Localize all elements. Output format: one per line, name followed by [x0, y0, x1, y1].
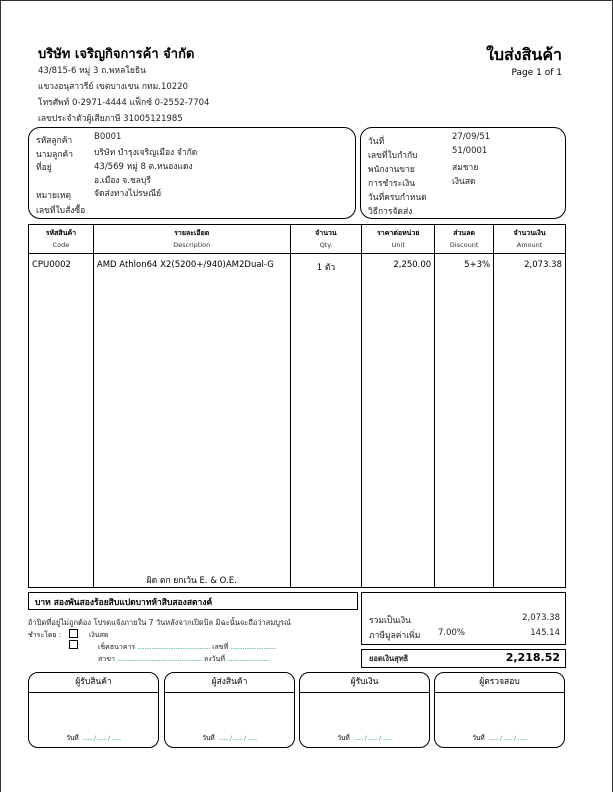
- branch-label: สาขา: [98, 655, 115, 663]
- cell-description: AMD Athlon64 X2(5200+/940)AM2Dual-G: [93, 254, 290, 275]
- customer-code-label: รหัสลูกค้า: [36, 136, 73, 146]
- page-number: Page 1 of 1: [511, 68, 562, 78]
- order-payment-row: [368, 176, 476, 190]
- company-tax-id: เลขประจำตัวผู้เสียภาษี 31005121985: [38, 114, 183, 124]
- cheque-no-field[interactable]: ..........................: [230, 643, 276, 651]
- cheque-checkbox[interactable]: [69, 640, 78, 649]
- customer-remark: จัดส่งทางไปรษณีย์: [94, 189, 162, 199]
- customer-po-label: เลขที่ใบสั่งซื้อ: [36, 206, 86, 216]
- company-address-line2: แขวงอนุสาวรีย์ เขตบางเขน กทม.10220: [38, 82, 188, 92]
- customer-code: B0001: [94, 132, 122, 142]
- order-date-row: [368, 132, 491, 148]
- cell-code: CPU0002: [29, 254, 94, 275]
- customer-name-row: [36, 147, 198, 161]
- vat-label: ภาษีมูลค่าเพิ่ม: [369, 631, 421, 641]
- signature-date-label: วันที่: [337, 734, 350, 742]
- order-date-label: วันที่: [368, 137, 385, 147]
- cell-unit-price: 2,250.00: [362, 254, 435, 275]
- col-header-qty: จำนวน Qty.: [290, 225, 362, 254]
- branch-line: [98, 654, 269, 665]
- signature-title: ผู้ตรวจสอบ: [435, 673, 564, 693]
- customer-address-line1: 43/569 หมู่ 8 ต.หนองแดง: [94, 162, 193, 172]
- vat-value: 145.14: [530, 628, 560, 638]
- table-filler-row: [29, 274, 566, 588]
- order-docno-row: [368, 146, 488, 162]
- cell-discount: 5+3%: [435, 254, 494, 275]
- company-phone: โทรศัพท์ 0-2971-4444 แฟ็กซ์ 0-2552-7704: [38, 98, 210, 108]
- branch-field[interactable]: .................................................: [117, 655, 202, 663]
- company-address-line1: 43/815-6 หมู่ 3 ถ.พหลโยธิน: [38, 66, 146, 76]
- col-header-unit: ราคาต่อหน่วย Unit: [362, 225, 435, 254]
- col-header-description: รายละเอียด Description: [93, 225, 290, 254]
- vat-rate: 7.00%: [438, 628, 466, 638]
- order-payment: เงินสด: [452, 177, 476, 187]
- signature-date: [165, 733, 294, 743]
- net-total-box: [361, 649, 566, 668]
- customer-address-line2: อ.เมือง จ.ชลบุรี: [94, 176, 151, 186]
- customer-name: บริษัท บำรุงเจริญเมือง จำกัด: [94, 148, 198, 158]
- signature-box-receiver: [28, 672, 159, 748]
- company-name: บริษัท เจริญกิจการค้า จำกัด: [38, 47, 195, 62]
- cheque-bank-field[interactable]: ..........................................: [137, 643, 210, 651]
- col-header-code: รหัสสินค้า Code: [29, 225, 94, 254]
- order-docno-label: เลขที่ใบกำกับ: [368, 151, 418, 161]
- filler-cell: [494, 274, 566, 588]
- order-salesperson: สมชาย: [452, 163, 479, 173]
- table-header-row: [29, 225, 566, 254]
- cash-label: เงินสด: [89, 631, 109, 639]
- customer-address-label: ที่อยู่: [36, 163, 52, 173]
- customer-remark-label: หมายเหตุ: [36, 191, 71, 201]
- cheque-line: [98, 642, 275, 653]
- document-title: ใบส่งสินค้า: [486, 45, 562, 64]
- customer-name-label: นามลูกค้า: [36, 150, 74, 160]
- cheque-date-label: ลงวันที่: [203, 655, 225, 663]
- order-salesperson-label: พนักงานขาย: [368, 165, 415, 175]
- amount-in-words: บาท สองพันสองร้อยสิบแปดบาทห้าสิบสองสตางค์: [28, 592, 358, 610]
- order-info-box: [360, 127, 566, 219]
- signature-title: ผู้รับเงิน: [300, 673, 429, 693]
- cheque-no-label: เลขที่: [212, 643, 229, 651]
- order-docno: 51/0001: [452, 146, 488, 156]
- signature-date-field[interactable]: ...... / ...... / ......: [488, 734, 527, 742]
- subtotal-label: รวมเป็นเงิน: [369, 616, 411, 626]
- signature-box-inspector: [434, 672, 565, 748]
- signature-date: [29, 733, 158, 743]
- summary-box: [361, 592, 566, 645]
- cell-qty: 1 ตัว: [290, 254, 362, 275]
- filler-cell: [435, 274, 494, 588]
- table-row: [29, 254, 566, 275]
- order-date: 27/09/51: [452, 132, 491, 142]
- signature-date-field[interactable]: ...... / ...... / ......: [82, 734, 121, 742]
- cell-amount: 2,073.38: [494, 254, 566, 275]
- signature-date-field[interactable]: ...... / ...... / ......: [218, 734, 257, 742]
- customer-info-box: [28, 127, 356, 219]
- col-header-discount: ส่วนลด Discount: [435, 225, 494, 254]
- signature-date-label: วันที่: [202, 734, 215, 742]
- order-shipping-label: วิธีการจัดส่ง: [368, 207, 413, 217]
- cash-checkbox[interactable]: [69, 629, 78, 638]
- order-payment-label: การชำระเงิน: [368, 179, 416, 189]
- customer-address-row: [36, 160, 193, 174]
- signature-box-payee: [299, 672, 430, 748]
- signature-date-label: วันที่: [66, 734, 79, 742]
- order-due-label: วันที่ครบกำหนด: [368, 193, 427, 203]
- cheque-bank-label: เช็คธนาคาร: [98, 643, 136, 651]
- customer-remark-row: [36, 188, 162, 202]
- customer-code-row: [36, 132, 122, 147]
- signature-date: [300, 733, 429, 743]
- items-table: [28, 224, 566, 588]
- filler-cell: [29, 274, 94, 588]
- signature-title: ผู้รับสินค้า: [29, 673, 158, 693]
- signature-box-sender: [164, 672, 295, 748]
- payment-method-label: ชำระโดย :: [28, 631, 62, 639]
- net-total-label: ยอดเงินสุทธิ: [369, 654, 409, 663]
- customer-po-row: [36, 203, 85, 217]
- cheque-date-field[interactable]: ........................: [227, 655, 269, 663]
- signature-date-field[interactable]: ...... / ...... / ......: [353, 734, 392, 742]
- filler-cell: [290, 274, 362, 588]
- subtotal-value: 2,073.38: [522, 613, 560, 623]
- order-salesperson-row: [368, 162, 479, 176]
- col-header-amount: จำนวนเงิน Amount: [494, 225, 566, 254]
- signature-date-label: วันที่: [472, 734, 485, 742]
- eoe-note: ผิด ตก ยกเว้น E. & O.E.: [93, 274, 290, 588]
- terms-note: ถ้าปิดที่อยู่ไม่ถูกต้อง โปรดแจ้งภายใน 7 วันหลังจากเปิดบิล มิฉะนั้นจะถือว่าสมบูรณ์: [28, 618, 292, 627]
- signature-title: ผู้ส่งสินค้า: [165, 673, 294, 693]
- net-total-value: 2,218.52: [505, 651, 560, 664]
- signature-date: [435, 733, 564, 743]
- order-due-row: [368, 190, 427, 204]
- order-shipping-row: [368, 204, 412, 218]
- filler-cell: [362, 274, 435, 588]
